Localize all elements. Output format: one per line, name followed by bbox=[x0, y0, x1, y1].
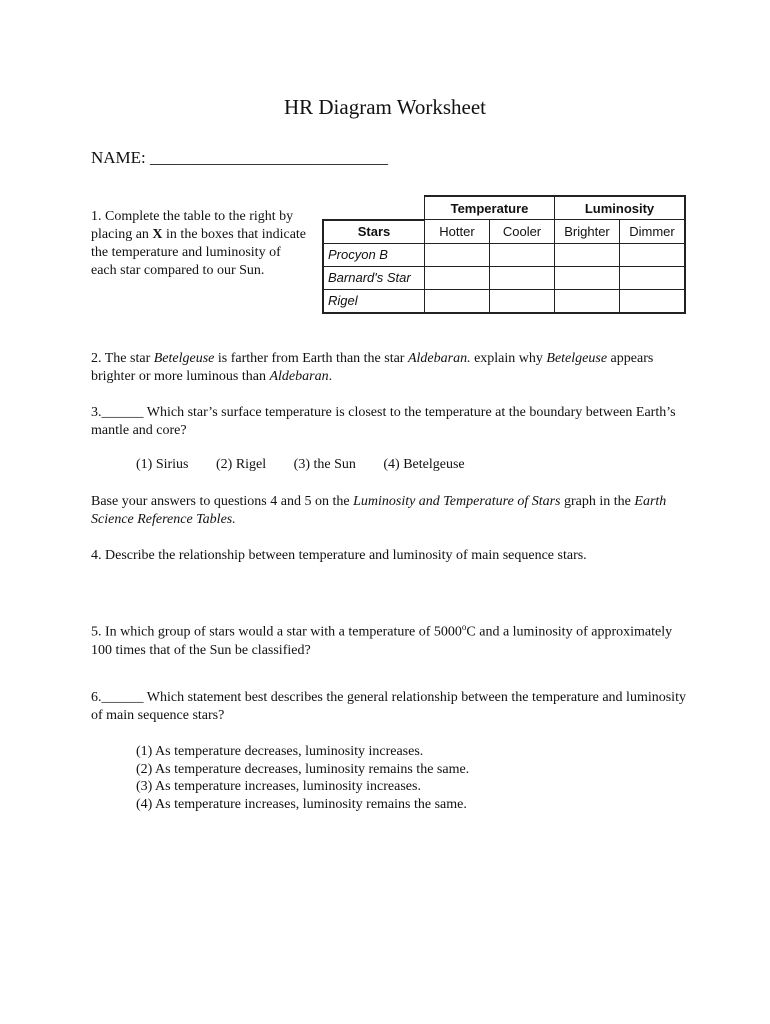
answer-cell[interactable] bbox=[555, 266, 620, 289]
question-4: 4. Describe the relationship between temperature and luminosity of main sequence stars. bbox=[91, 548, 587, 563]
q5-part: 5. In which group of stars would a star with a temperature of 5000 bbox=[91, 624, 462, 640]
star-table bbox=[322, 195, 686, 314]
answer-cell[interactable] bbox=[620, 266, 686, 289]
instr-graph: Luminosity and Temperature of Stars bbox=[353, 494, 561, 509]
instr-part: graph in the bbox=[560, 494, 635, 509]
question-3: 3.______ Which star’s surface temperature is closest to the temperature at the boundary between Earth’s mantle and core? bbox=[91, 405, 676, 438]
degree-sup: o bbox=[461, 622, 467, 632]
option-2: (2) Rigel bbox=[216, 457, 267, 472]
q2-part: 2. The star bbox=[91, 351, 154, 366]
star-name: Rigel bbox=[323, 289, 425, 313]
q2-part: explain why bbox=[470, 351, 547, 366]
cooler-header: Cooler bbox=[490, 220, 555, 244]
question-1-text-post: in the boxes that indicate the temperature and luminosity of each star compared to our Sun. bbox=[91, 227, 307, 278]
luminosity-header: Luminosity bbox=[555, 196, 686, 220]
q2-star: Aldebaran. bbox=[407, 351, 471, 366]
option-1: (1) Sirius bbox=[136, 457, 189, 472]
answer-cell[interactable] bbox=[425, 266, 490, 289]
question-1 bbox=[91, 208, 306, 280]
instructions bbox=[91, 493, 691, 529]
option-2: (2) As temperature decreases, luminosity remains the same. bbox=[136, 761, 470, 777]
answer-cell[interactable] bbox=[620, 243, 686, 266]
question-3-options bbox=[136, 457, 465, 473]
question-1-text-bold: X bbox=[152, 227, 163, 242]
instr-part: Base your answers to questions 4 and 5 on the bbox=[91, 494, 354, 509]
option-4: (4) As temperature increases, luminosity remains the same. bbox=[136, 796, 467, 812]
q2-part: . bbox=[328, 369, 333, 384]
q2-star: Betelgeuse bbox=[153, 351, 215, 366]
question-5 bbox=[91, 618, 691, 660]
option-3: (3) As temperature increases, luminosity increases. bbox=[136, 779, 421, 794]
q2-star: Betelgeuse bbox=[546, 351, 608, 366]
answer-cell[interactable] bbox=[555, 289, 620, 313]
answer-cell[interactable] bbox=[490, 266, 555, 289]
instr-ref: Earth Science Reference Tables. bbox=[91, 494, 667, 527]
q2-part: appears brighter or more luminous than bbox=[91, 351, 654, 384]
table-corner bbox=[323, 196, 425, 220]
answer-cell[interactable] bbox=[620, 289, 686, 313]
dimmer-header: Dimmer bbox=[620, 220, 686, 244]
option-1: (1) As temperature decreases, luminosity increases. bbox=[136, 744, 424, 759]
answer-cell[interactable] bbox=[425, 243, 490, 266]
question-6-options bbox=[136, 743, 469, 813]
table-row bbox=[323, 243, 685, 266]
table-row bbox=[323, 266, 685, 289]
temperature-header: Temperature bbox=[425, 196, 555, 220]
table-row bbox=[323, 289, 685, 313]
name-field[interactable]: NAME: ____________________________ bbox=[91, 148, 389, 167]
stars-header: Stars bbox=[323, 220, 425, 244]
option-4: (4) Betelgeuse bbox=[383, 457, 465, 472]
option-3: (3) the Sun bbox=[293, 457, 356, 472]
question-6: 6.______ Which statement best describes the general relationship between the temperature and luminosity of main sequence stars? bbox=[91, 690, 686, 723]
star-name: Procyon B bbox=[323, 243, 425, 266]
question-2 bbox=[91, 350, 691, 386]
question-1-text-pre: 1. Complete the table to the right by placing an bbox=[91, 209, 294, 242]
q2-part: is farther from Earth than the star bbox=[214, 351, 408, 366]
q2-star: Aldebaran bbox=[269, 369, 329, 384]
star-name: Barnard's Star bbox=[323, 266, 425, 289]
brighter-header: Brighter bbox=[555, 220, 620, 244]
answer-cell[interactable] bbox=[490, 243, 555, 266]
hotter-header: Hotter bbox=[425, 220, 490, 244]
answer-cell[interactable] bbox=[490, 289, 555, 313]
q5-part: C and a luminosity of approximately 100 times that of the Sun be classified? bbox=[91, 624, 673, 658]
page-title: HR Diagram Worksheet bbox=[283, 95, 487, 119]
answer-cell[interactable] bbox=[425, 289, 490, 313]
answer-cell[interactable] bbox=[555, 243, 620, 266]
